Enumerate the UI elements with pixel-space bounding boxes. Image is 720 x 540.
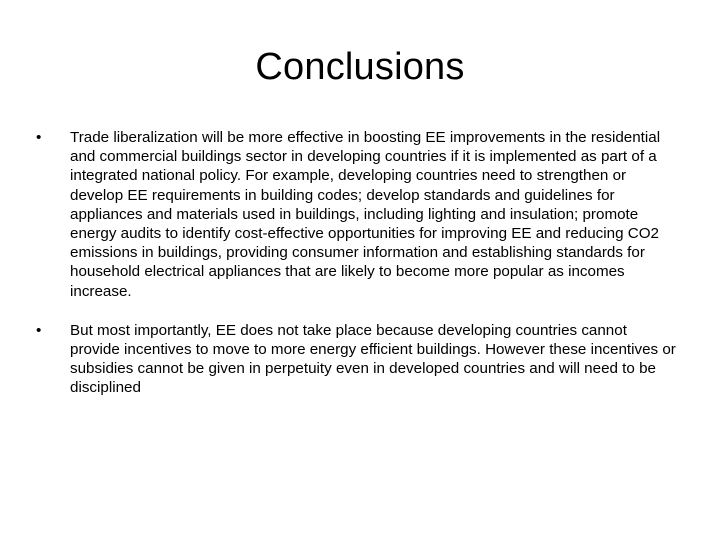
slide-title: Conclusions	[255, 46, 465, 88]
bullet-icon: •	[36, 129, 42, 146]
bullet-text: But most importantly, EE does not take place because developing countries cannot provide incentives to move to more energy efficient buildings. However these incentives or subsidies cannot be given in perpetuity even in developed countries and will need to be disciplined	[70, 321, 676, 397]
bullet-icon: •	[36, 321, 42, 339]
bullet-text: Trade liberalization will be more effective in boosting EE improvements in the residential and commercial buildings sector in developing countries if it is implemented as part of a integrated national policy. For example, developing countries need to strengthen or develop EE requirements in building codes; develop standards and guidelines for appliances and materials used in buildings, including lighting and insulation; promote energy audits to identify cost-effective opportunities for improving EE and reducing CO2 emissions in buildings, providing consumer information and establishing standards for household electrical appliances that are likely to become more popular as incomes increase.	[70, 129, 661, 300]
bullet-item-2	[36, 321, 680, 398]
bullet-item-1	[36, 128, 680, 301]
bullet-list	[36, 128, 680, 418]
